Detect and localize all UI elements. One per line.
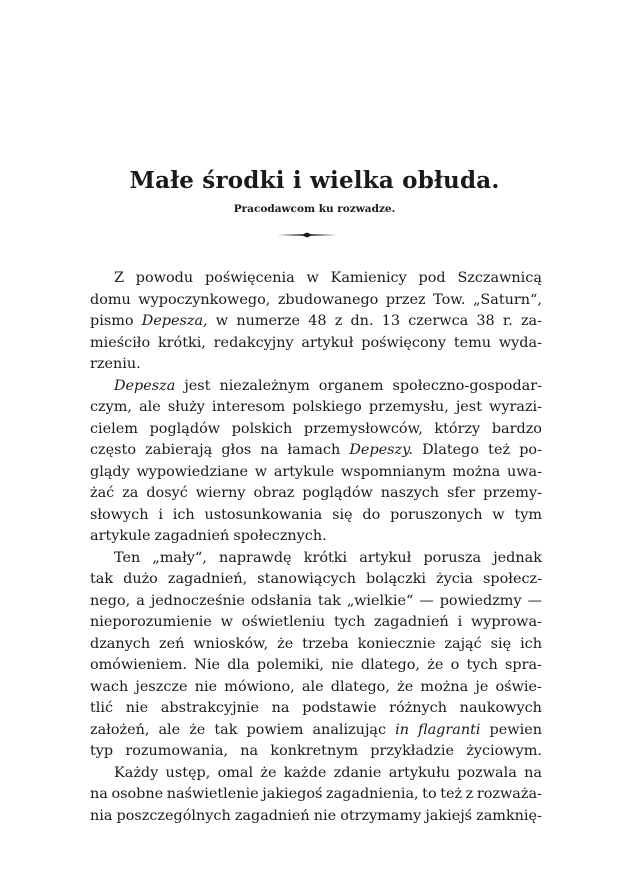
word: żać bbox=[90, 485, 115, 501]
word: naukowych bbox=[459, 700, 542, 716]
word: podstawie bbox=[302, 700, 377, 716]
text-line bbox=[90, 419, 542, 441]
text-line bbox=[90, 397, 542, 419]
word: można bbox=[420, 678, 469, 695]
word: „Saturn“, bbox=[472, 291, 542, 308]
word: poglądów bbox=[149, 420, 221, 437]
word: interesom bbox=[211, 399, 286, 415]
word: rzeniu. bbox=[90, 356, 141, 372]
word: oświe- bbox=[495, 678, 542, 695]
word: nie bbox=[194, 678, 218, 695]
word: „wielkie“ bbox=[346, 592, 414, 609]
word: jednocześnie bbox=[150, 592, 245, 609]
word: artykuł bbox=[359, 549, 412, 566]
word: omówieniem. bbox=[90, 657, 188, 673]
word: „mały“, bbox=[152, 549, 207, 566]
word: polskiego bbox=[292, 399, 362, 415]
word: za- bbox=[520, 313, 542, 329]
word: na bbox=[260, 442, 279, 458]
word: polskich bbox=[231, 420, 293, 437]
word: cielem bbox=[90, 420, 138, 437]
word: zabierają bbox=[145, 442, 213, 458]
text-line bbox=[90, 741, 542, 763]
word: o bbox=[450, 657, 460, 673]
word: Depesza, bbox=[141, 313, 208, 329]
word: krótki, bbox=[157, 334, 206, 351]
word: wyda- bbox=[498, 334, 542, 351]
word: poświęcony bbox=[361, 334, 447, 351]
word: różnych bbox=[389, 700, 447, 716]
word: powiedzmy bbox=[439, 592, 522, 609]
word: zbudowanego bbox=[277, 291, 379, 308]
word: stanowiących bbox=[257, 571, 356, 587]
word: do bbox=[362, 506, 381, 523]
word: konkretnym bbox=[270, 743, 359, 759]
word: że bbox=[260, 764, 277, 781]
word: Depeszy. bbox=[349, 442, 413, 458]
word: społecznych. bbox=[233, 528, 327, 544]
word: uwa- bbox=[506, 463, 542, 480]
word: jest bbox=[184, 377, 211, 394]
word: przemysłu, bbox=[368, 399, 449, 415]
word: mówiono, bbox=[224, 678, 295, 695]
word: polemiki, bbox=[256, 657, 324, 673]
text-line bbox=[90, 548, 542, 570]
word: zagadnień bbox=[154, 528, 230, 544]
word: na bbox=[524, 764, 542, 781]
word: organem bbox=[318, 377, 384, 394]
word: wspomnianym bbox=[341, 463, 446, 480]
word: Depesza bbox=[114, 377, 176, 394]
word: jeszcze bbox=[135, 678, 188, 695]
word: zagadnień, bbox=[167, 571, 248, 587]
text-line bbox=[90, 462, 542, 484]
word: poruszonych bbox=[390, 506, 483, 523]
word: wypowiedziane bbox=[136, 463, 249, 480]
word: ustosunkowania bbox=[204, 506, 323, 523]
text-line bbox=[90, 720, 542, 742]
word: jest bbox=[455, 399, 482, 415]
word: 38 bbox=[476, 313, 495, 329]
text-line bbox=[90, 505, 542, 527]
word: zdanie bbox=[333, 764, 382, 781]
word: in bbox=[395, 721, 409, 738]
word: flagranti bbox=[418, 721, 481, 738]
word: dla bbox=[227, 657, 250, 673]
word: nie bbox=[313, 807, 337, 824]
word: ich bbox=[172, 506, 195, 523]
word: powodu bbox=[135, 270, 194, 286]
word: mieściło bbox=[90, 334, 151, 351]
word: spra- bbox=[504, 657, 542, 673]
word: tak bbox=[214, 721, 238, 738]
word: poglądów bbox=[302, 485, 373, 501]
word: że bbox=[397, 678, 414, 695]
word: bolączki bbox=[366, 571, 427, 587]
word: dlatego, bbox=[360, 657, 421, 673]
word: zeń bbox=[159, 635, 185, 652]
word: rozważa- bbox=[476, 786, 542, 802]
word: dlatego, bbox=[330, 678, 390, 695]
word: tak bbox=[317, 592, 341, 609]
word: artykule bbox=[273, 463, 335, 480]
text-line bbox=[90, 677, 542, 699]
word: że bbox=[277, 635, 294, 652]
word: wierny bbox=[195, 485, 246, 501]
word: redakcyjny bbox=[213, 334, 294, 351]
word: ale bbox=[158, 721, 181, 738]
text-line bbox=[90, 698, 542, 720]
word: dużo bbox=[123, 571, 158, 587]
word: zagadnienia, bbox=[326, 786, 419, 802]
word: Dlatego bbox=[422, 442, 479, 458]
word: bardzo bbox=[491, 420, 542, 437]
word: tlić bbox=[90, 700, 114, 716]
word: — bbox=[419, 592, 434, 609]
word: sfer bbox=[447, 485, 476, 501]
word: otrzymamy bbox=[340, 807, 422, 824]
word: 13 bbox=[381, 313, 401, 329]
word: 48 bbox=[308, 313, 327, 329]
word: wyprowa- bbox=[470, 614, 542, 630]
text-line bbox=[90, 376, 542, 398]
word: temu bbox=[453, 334, 492, 351]
word: Z bbox=[114, 270, 124, 286]
article-title: Małe środki i wielka obłuda. bbox=[129, 167, 500, 194]
article-body bbox=[90, 268, 542, 827]
word: jakiegoś bbox=[262, 786, 323, 802]
word: głos bbox=[221, 442, 252, 458]
word: zamknię- bbox=[476, 807, 542, 824]
word: — bbox=[527, 592, 542, 609]
word: Szczawnicą bbox=[457, 270, 542, 286]
word: na bbox=[271, 700, 290, 716]
word: pewien bbox=[489, 721, 542, 738]
text-line bbox=[90, 333, 542, 355]
word: ale bbox=[139, 399, 161, 415]
word: przez bbox=[385, 291, 426, 308]
word: Tow. bbox=[433, 291, 466, 308]
word: wach bbox=[90, 678, 129, 695]
word: nie bbox=[125, 700, 149, 716]
word: numerze bbox=[236, 313, 300, 329]
word: dosyć bbox=[146, 485, 188, 501]
word: z bbox=[334, 313, 343, 329]
word: tych bbox=[466, 657, 498, 673]
text-line bbox=[90, 290, 542, 312]
text-line bbox=[90, 440, 542, 462]
word: koniecznie bbox=[357, 635, 436, 652]
text-line bbox=[90, 634, 542, 656]
word: z bbox=[465, 786, 474, 802]
word: krótki bbox=[303, 549, 348, 566]
word: każde bbox=[283, 764, 327, 781]
word: niezależnym bbox=[219, 377, 310, 394]
word: oświetleniu bbox=[241, 614, 326, 630]
word: założeń, bbox=[90, 721, 150, 738]
article-subtitle: Pracodawcom ku rozwadze. bbox=[233, 203, 396, 215]
text-line bbox=[90, 591, 542, 613]
word: w bbox=[492, 506, 505, 523]
text-line bbox=[90, 526, 542, 548]
word: ich bbox=[520, 635, 542, 652]
word: że bbox=[427, 657, 444, 673]
word: pozwala bbox=[457, 764, 517, 781]
text-line bbox=[90, 806, 542, 828]
word: łamach bbox=[287, 442, 341, 458]
word: je bbox=[475, 678, 489, 695]
word: wypoczynkowego, bbox=[138, 291, 271, 308]
word: nego, bbox=[90, 592, 131, 609]
word: porusza bbox=[423, 549, 482, 566]
word: naprawdę bbox=[219, 549, 292, 566]
word: jednak bbox=[493, 549, 542, 566]
word: naszych bbox=[380, 485, 440, 501]
word: zająć bbox=[444, 635, 482, 652]
word: naświetlenie bbox=[166, 786, 259, 802]
word: omal bbox=[217, 764, 254, 781]
word: tym bbox=[514, 506, 542, 523]
word: przykładzie bbox=[370, 743, 454, 759]
text-line bbox=[90, 655, 542, 677]
word: którzy bbox=[434, 420, 481, 437]
word: to bbox=[422, 786, 437, 802]
word: i bbox=[457, 614, 463, 630]
word: Nie bbox=[194, 657, 220, 673]
text-line bbox=[90, 763, 542, 785]
word: dn. bbox=[350, 313, 374, 329]
word: odsłania bbox=[250, 592, 312, 609]
word: ale bbox=[301, 678, 324, 695]
word: przemy- bbox=[483, 485, 542, 501]
word: czerwca bbox=[408, 313, 469, 329]
word: wyrazi- bbox=[489, 399, 542, 415]
word: że bbox=[189, 721, 206, 738]
word: słowych bbox=[90, 506, 149, 523]
word: r. bbox=[502, 313, 513, 329]
text-line bbox=[90, 311, 542, 333]
word: dzanych bbox=[90, 635, 151, 652]
word: domu bbox=[90, 291, 131, 308]
word: społecz- bbox=[483, 571, 542, 587]
word: w bbox=[215, 313, 229, 329]
word: też bbox=[488, 442, 511, 458]
word: w bbox=[220, 614, 233, 630]
word: w bbox=[306, 270, 319, 286]
word: poszczególnych bbox=[116, 807, 231, 824]
word: też bbox=[440, 786, 463, 802]
word: nie bbox=[331, 657, 354, 673]
word: artykule bbox=[90, 528, 151, 544]
word: pismo bbox=[90, 313, 134, 329]
word: powiem bbox=[246, 721, 304, 738]
word: zagadnień bbox=[373, 614, 449, 630]
word: jakiejś bbox=[425, 807, 473, 824]
word: można bbox=[452, 463, 501, 480]
word: glądy bbox=[90, 463, 130, 480]
word: obraz bbox=[253, 485, 295, 501]
word: trzeba bbox=[302, 635, 349, 652]
word: typ bbox=[90, 743, 114, 759]
word: życia bbox=[436, 571, 474, 587]
word: Ten bbox=[114, 549, 141, 566]
word: i bbox=[158, 506, 163, 523]
ornament-rule-icon bbox=[277, 232, 337, 238]
word: czym, bbox=[90, 399, 132, 415]
word: zagadnień bbox=[234, 807, 310, 824]
word: Każdy bbox=[114, 764, 159, 781]
word: nia bbox=[90, 807, 113, 824]
word: artykułu bbox=[388, 764, 450, 781]
word: na bbox=[90, 786, 108, 802]
text-line bbox=[90, 569, 542, 591]
word: się bbox=[332, 506, 353, 523]
word: służy bbox=[167, 399, 205, 415]
word: rozumowania, bbox=[125, 743, 229, 759]
word: wniosków, bbox=[193, 635, 269, 652]
word: analizując bbox=[312, 721, 387, 738]
word: po- bbox=[519, 442, 542, 458]
text-line bbox=[90, 784, 542, 806]
word: tak bbox=[90, 571, 114, 587]
text-line bbox=[90, 268, 542, 290]
word: pod bbox=[418, 270, 446, 286]
word: tych bbox=[333, 614, 366, 630]
word: ustęp, bbox=[165, 764, 211, 781]
word: a bbox=[136, 592, 145, 609]
word: często bbox=[90, 442, 136, 458]
text-line bbox=[90, 483, 542, 505]
word: abstrakcyjnie bbox=[160, 700, 259, 716]
word: społeczno-gospodar- bbox=[392, 377, 542, 394]
word: artykuł bbox=[301, 334, 354, 351]
word: za bbox=[122, 485, 139, 501]
word: na bbox=[240, 743, 259, 759]
word: przemysłowców, bbox=[303, 420, 423, 437]
word: się bbox=[490, 635, 512, 652]
word: osobne bbox=[111, 786, 164, 802]
word: Kamienicy bbox=[330, 270, 407, 286]
word: w bbox=[254, 463, 268, 480]
text-line bbox=[90, 354, 542, 376]
word: nieporozumienie bbox=[90, 614, 212, 630]
word: poświęcenia bbox=[204, 270, 295, 286]
text-line bbox=[90, 612, 542, 634]
word: życiowym. bbox=[466, 743, 542, 759]
